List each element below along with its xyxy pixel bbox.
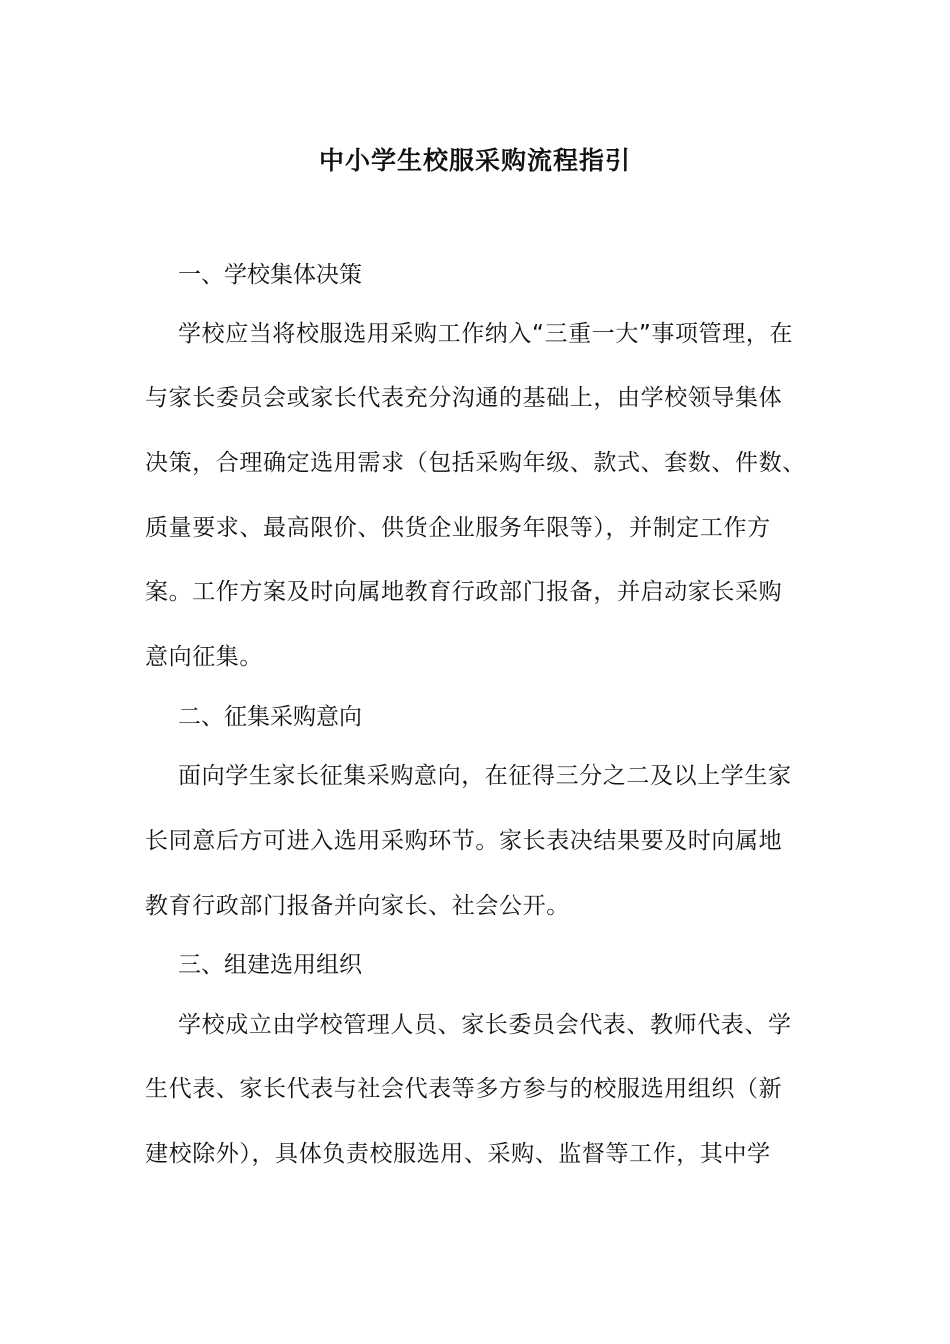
paragraph-line: 质量要求、最高限价、供货企业服务年限等），并制定工作方 bbox=[145, 515, 771, 541]
section-heading: 一、学校集体决策 bbox=[178, 262, 362, 288]
section-heading: 二、征集采购意向 bbox=[178, 704, 362, 730]
paragraph-line: 学校应当将校服选用采购工作纳入“三重一大”事项管理，在 bbox=[178, 321, 794, 347]
section-heading: 三、组建选用组织 bbox=[178, 952, 362, 978]
paragraph-line: 建校除外），具体负责校服选用、采购、监督等工作，其中学 bbox=[145, 1141, 771, 1167]
paragraph-line: 意向征集。 bbox=[145, 644, 263, 670]
paragraph-line: 教育行政部门报备并向家长、社会公开。 bbox=[145, 893, 570, 919]
document-title: 中小学生校服采购流程指引 bbox=[318, 146, 631, 175]
paragraph-line: 决策，合理确定选用需求（包括采购年级、款式、套数、件数、 bbox=[145, 450, 806, 476]
paragraph-line: 长同意后方可进入选用采购环节。家长表决结果要及时向属地 bbox=[145, 828, 783, 854]
paragraph-line: 学校成立由学校管理人员、家长委员会代表、教师代表、学 bbox=[178, 1012, 792, 1038]
paragraph-line: 与家长委员会或家长代表充分沟通的基础上，由学校领导集体 bbox=[145, 385, 783, 411]
paragraph-line: 面向学生家长征集采购意向，在征得三分之二及以上学生家 bbox=[178, 763, 792, 789]
paragraph-line: 生代表、家长代表与社会代表等多方参与的校服选用组织（新 bbox=[145, 1076, 783, 1102]
paragraph-line: 案。工作方案及时向属地教育行政部门报备，并启动家长采购 bbox=[145, 579, 783, 605]
